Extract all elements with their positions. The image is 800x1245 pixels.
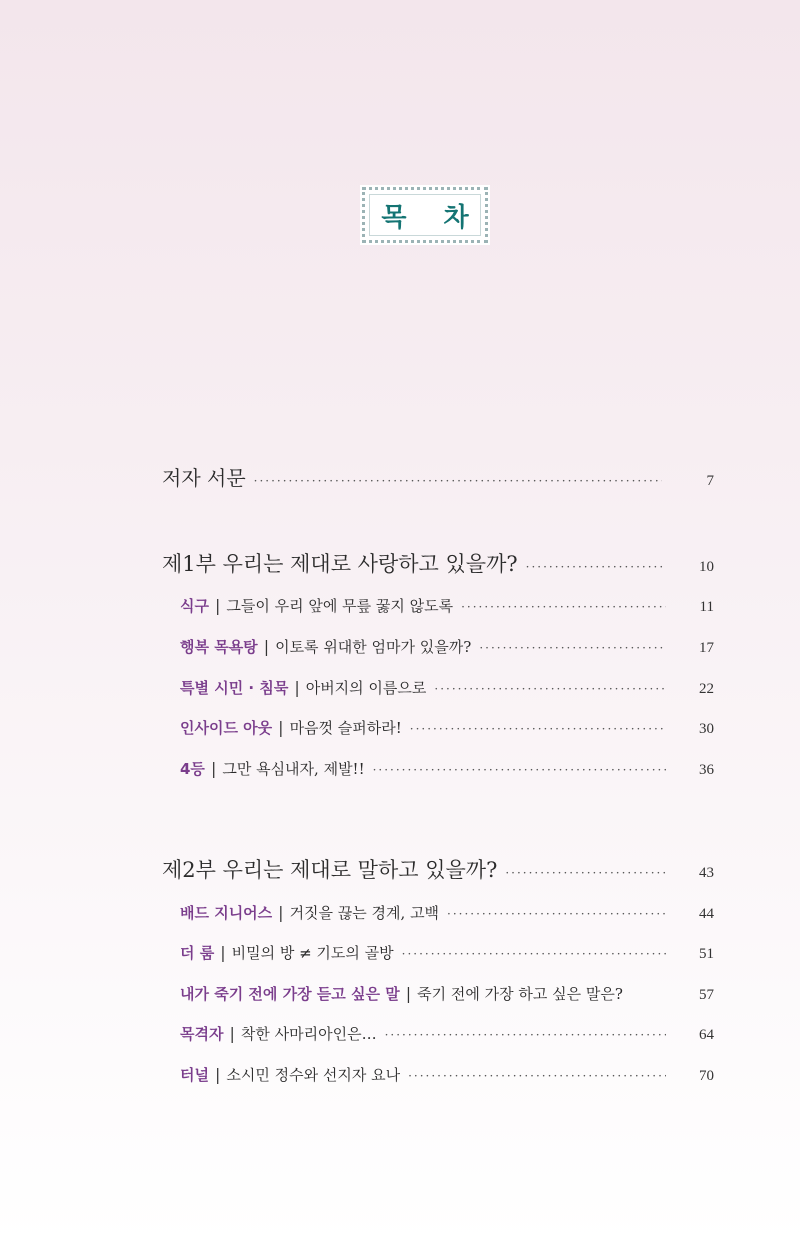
dot-leader — [408, 1069, 666, 1083]
preface-page: 7 — [706, 473, 714, 489]
item-subtitle: 이토록 위대한 엄마가 있을까? — [275, 638, 472, 656]
item-page: 17 — [699, 640, 714, 656]
toc-part-row[interactable] — [162, 854, 714, 884]
item-page: 57 — [699, 987, 714, 1003]
item-keyword: 인사이드 아웃 — [180, 719, 273, 737]
toc-item-row[interactable] — [180, 758, 714, 779]
item-page: 70 — [699, 1068, 714, 1084]
toc-item-row[interactable] — [180, 942, 714, 963]
item-separator: | — [263, 637, 270, 656]
item-keyword: 4등 — [180, 760, 205, 778]
toc-title-box — [362, 187, 488, 243]
part-label: 제1부 우리는 제대로 사랑하고 있을까? — [162, 552, 518, 576]
item-separator: | — [214, 1065, 221, 1084]
part-page: 10 — [699, 559, 714, 575]
item-separator: | — [229, 1024, 235, 1043]
item-subtitle: 그만 욕심내자, 제발!! — [222, 760, 365, 778]
item-keyword: 목격자 — [180, 1025, 224, 1043]
toc-title: 목 차 — [381, 202, 483, 233]
item-page: 36 — [699, 762, 714, 778]
item-separator: | — [278, 903, 284, 922]
item-subtitle: 아버지의 이름으로 — [305, 679, 427, 697]
toc-item-row[interactable] — [180, 983, 714, 1004]
item-keyword: 터널 — [180, 1066, 209, 1084]
item-page: 30 — [699, 721, 714, 737]
toc-item-row[interactable] — [180, 677, 714, 698]
item-keyword: 배드 지니어스 — [180, 904, 273, 922]
item-keyword: 더 룸 — [180, 944, 215, 962]
item-subtitle: 죽기 전에 가장 하고 싶은 말은? — [417, 985, 623, 1003]
item-keyword: 특별 시민 · 침묵 — [180, 679, 289, 697]
item-subtitle: 그들이 우리 앞에 무릎 꿇지 않도록 — [226, 597, 454, 615]
dot-leader — [526, 560, 666, 574]
dot-leader — [254, 474, 662, 488]
item-page: 51 — [699, 946, 714, 962]
toc-item-row[interactable] — [180, 1023, 714, 1044]
item-page: 22 — [699, 681, 714, 697]
dot-leader — [402, 947, 666, 961]
toc-item-row[interactable] — [180, 1064, 714, 1085]
item-subtitle: 거짓을 끊는 경계, 고백 — [289, 904, 440, 922]
dot-leader — [373, 763, 666, 777]
preface-label: 저자 서문 — [162, 466, 246, 490]
item-subtitle: 착한 사마리아인은… — [240, 1025, 377, 1043]
item-keyword: 내가 죽기 전에 가장 듣고 싶은 말 — [180, 985, 400, 1003]
toc-item-row[interactable] — [180, 636, 714, 657]
item-page: 64 — [699, 1027, 714, 1043]
item-separator: | — [294, 678, 300, 697]
toc-preface-row[interactable] — [162, 462, 714, 491]
item-subtitle: 마음껏 슬퍼하라! — [289, 719, 402, 737]
dot-leader — [410, 722, 666, 736]
toc-item-row[interactable] — [180, 595, 714, 616]
item-subtitle: 소시민 정수와 선지자 요나 — [226, 1066, 401, 1084]
item-separator: | — [220, 943, 226, 962]
part-label: 제2부 우리는 제대로 말하고 있을까? — [162, 858, 498, 882]
item-separator: | — [405, 984, 412, 1003]
part-page: 43 — [699, 865, 714, 881]
dot-leader — [447, 907, 666, 921]
dot-leader — [479, 641, 666, 655]
item-page: 44 — [699, 906, 714, 922]
item-keyword: 식구 — [180, 597, 209, 615]
item-keyword: 행복 목욕탕 — [180, 638, 258, 656]
item-separator: | — [210, 759, 217, 778]
item-page: 11 — [699, 599, 714, 615]
dot-leader — [461, 600, 666, 614]
item-separator: | — [214, 596, 221, 615]
dot-leader — [385, 1028, 666, 1042]
dot-leader — [434, 682, 666, 696]
dot-leader — [505, 866, 666, 880]
item-subtitle: 비밀의 방 ≠ 기도의 골방 — [231, 944, 394, 962]
toc-item-row[interactable] — [180, 902, 714, 923]
toc-item-row[interactable] — [180, 717, 714, 738]
toc-part-row[interactable] — [162, 548, 714, 578]
item-separator: | — [278, 718, 284, 737]
